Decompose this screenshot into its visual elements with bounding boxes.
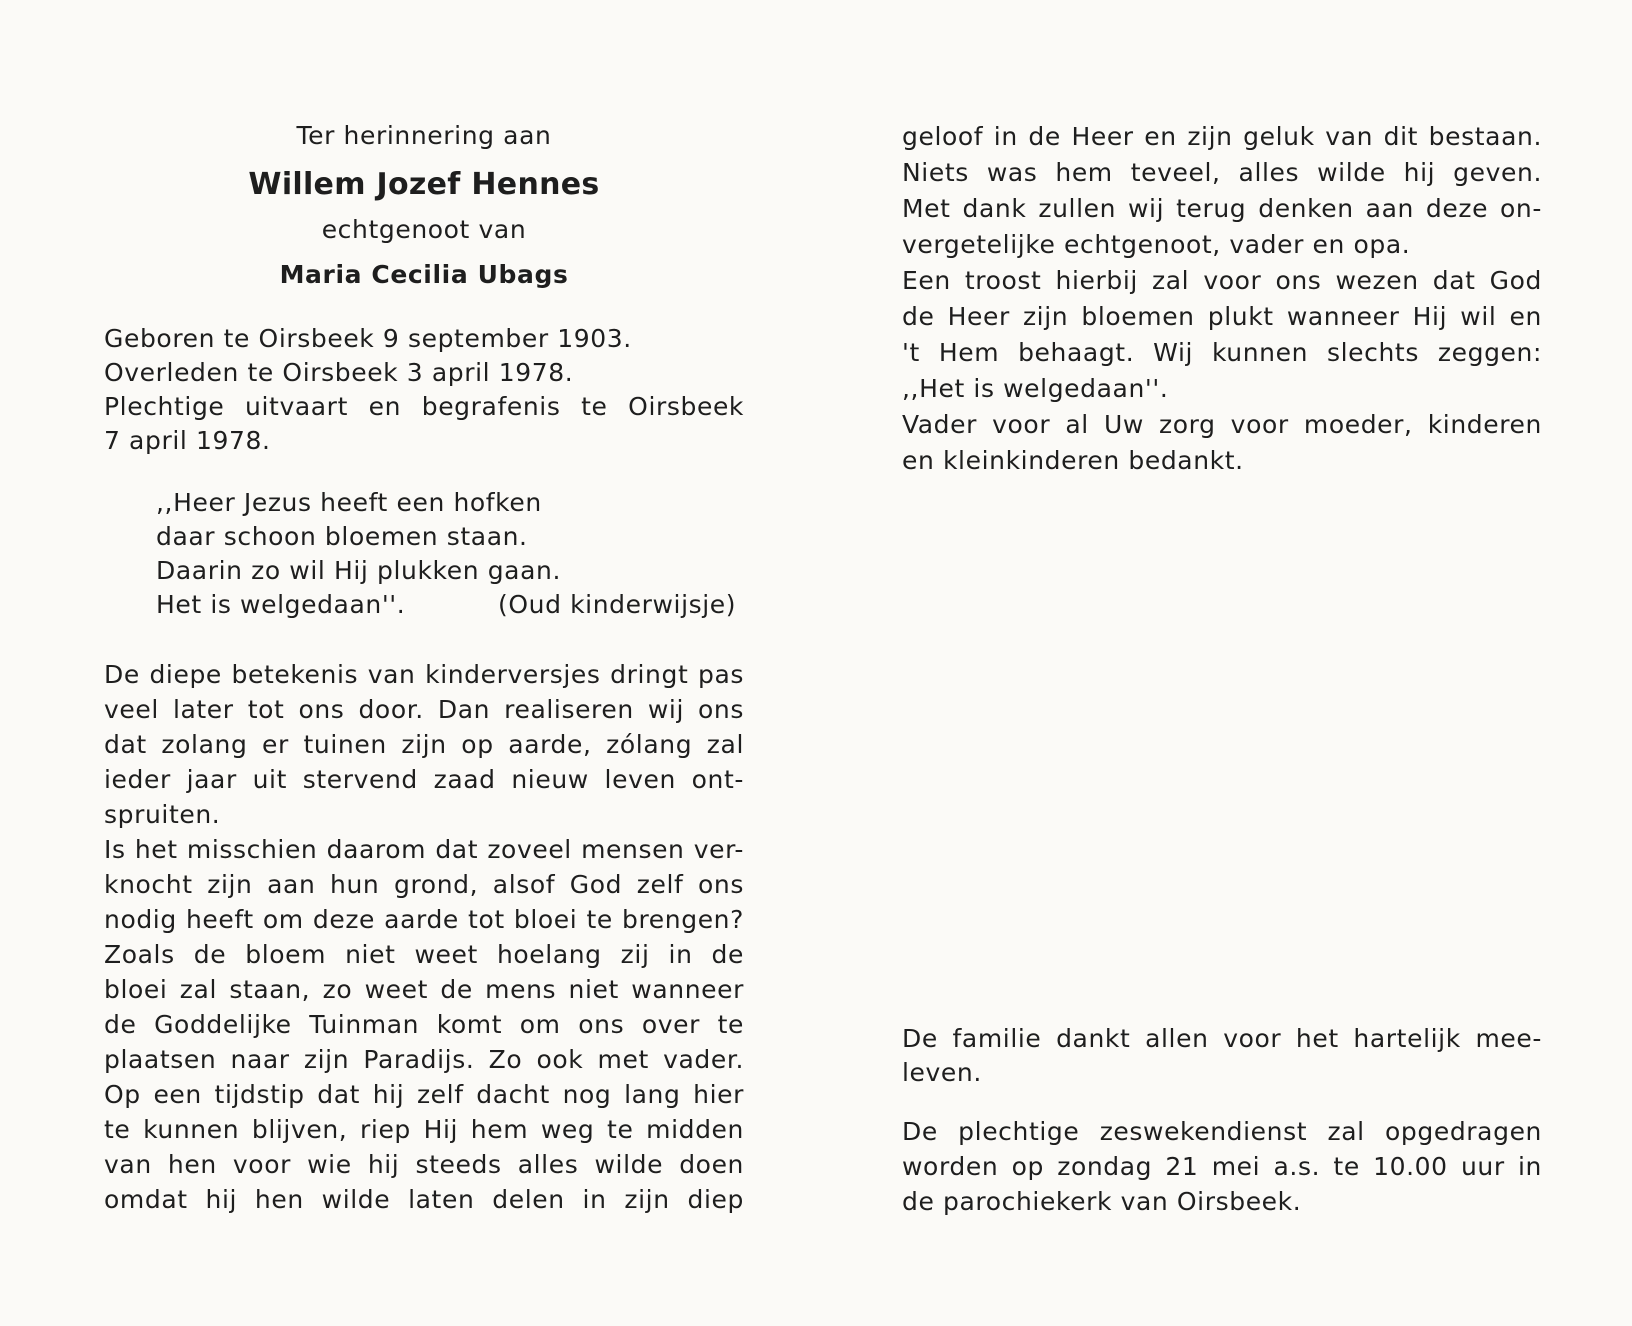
text-line: Op een tijdstip dat hij zelf dacht nog lang hier (104, 1080, 744, 1109)
text-line: nodig heeft om deze aarde tot bloei te brengen? (104, 905, 744, 934)
birth-line: Geboren te Oirsbeek 9 september 1903. (104, 324, 632, 353)
text-line: Vader voor al Uw zorg voor moeder, kinderen (902, 410, 1542, 439)
text-line: Zoals de bloem niet weet hoelang zij in de (104, 940, 744, 969)
deceased-name: Willem Jozef Hennes (248, 167, 600, 202)
text-line: dat zolang er tuinen zijn op aarde, zólang zal (104, 730, 744, 759)
poem-source: (Oud kinderwijsje) (498, 590, 737, 619)
text-line: Niets was hem teveel, alles wilde hij geven. (902, 158, 1542, 187)
text-line: knocht zijn aan hun grond, alsof God zelf ons (104, 870, 744, 899)
text-line: veel later tot ons door. Dan realiseren wij ons (104, 695, 744, 724)
text-line: worden op zondag 21 mei a.s. te 10.00 uur in (902, 1152, 1542, 1181)
poem-line: Daarin zo wil Hij plukken gaan. (156, 556, 561, 585)
text-line: bloei zal staan, zo weet de mens niet wanneer (104, 975, 744, 1004)
text-line: leven. (902, 1058, 982, 1087)
text-line: van hen voor wie hij steeds alles wilde doen (104, 1150, 744, 1179)
text-line: ieder jaar uit stervend zaad nieuw leven ont- (104, 765, 744, 794)
poem-line: Het is welgedaan''. (156, 590, 406, 619)
text-line: Is het misschien daarom dat zoveel mensen ver- (104, 835, 744, 864)
text-line: geloof in de Heer en zijn geluk van dit bestaan. (902, 122, 1542, 151)
text-line: te kunnen blijven, riep Hij hem weg te midden (104, 1115, 744, 1144)
death-line: Overleden te Oirsbeek 3 april 1978. (104, 358, 574, 387)
spouse-name: Maria Cecilia Ubags (279, 260, 569, 289)
spouse-of-text: echtgenoot van (321, 215, 527, 244)
funeral-date-line: 7 april 1978. (104, 426, 271, 455)
text-line: De familie dankt allen voor het hartelijk mee- (902, 1024, 1542, 1053)
text-line: spruiten. (104, 800, 221, 829)
text-line: Een troost hierbij zal voor ons wezen dat God (902, 266, 1542, 295)
text-line: de Heer zijn bloemen plukt wanneer Hij wil en (902, 302, 1542, 331)
text-line: De diepe betekenis van kinderversjes dringt pas (104, 660, 744, 689)
text-line: en kleinkinderen bedankt. (902, 446, 1244, 475)
text-line: omdat hij hen wilde laten delen in zijn diep (104, 1185, 744, 1214)
poem-line: daar schoon bloemen staan. (156, 522, 528, 551)
text-line: de parochiekerk van Oirsbeek. (902, 1187, 1302, 1216)
text-line: vergetelijke echtgenoot, vader en opa. (902, 230, 1411, 259)
text-line: Met dank zullen wij terug denken aan deze on- (902, 194, 1542, 223)
text-line: de Goddelijke Tuinman komt om ons over te (104, 1010, 744, 1039)
poem-line: ,,Heer Jezus heeft een hofken (156, 488, 542, 517)
text-line: ,,Het is welgedaan''. (902, 374, 1169, 403)
text-line: plaatsen naar zijn Paradijs. Zo ook met vader. (104, 1045, 744, 1074)
intro-text: Ter herinnering aan (296, 121, 552, 150)
text-line: 't Hem behaagt. Wij kunnen slechts zeggen: (902, 338, 1542, 367)
text-line: De plechtige zeswekendienst zal opgedragen (902, 1117, 1542, 1146)
funeral-line: Plechtige uitvaart en begrafenis te Oirsbeek (104, 392, 744, 421)
